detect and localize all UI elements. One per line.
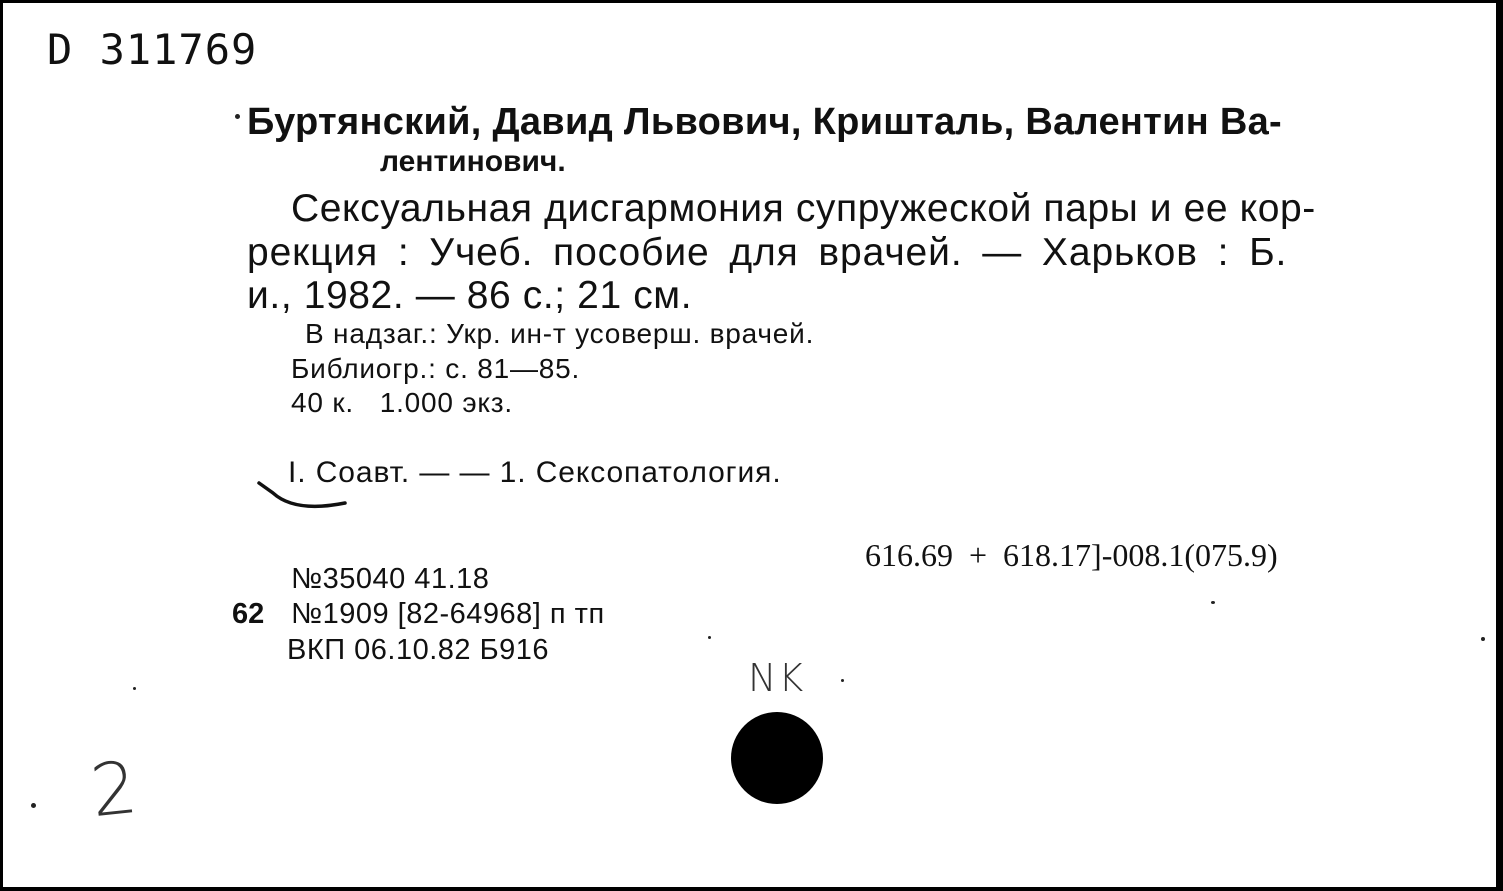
description-line-2: рекция : Учеб. пособие для врачей. — Харьков : Б. — [247, 231, 1288, 274]
handwritten-initials: NK — [748, 656, 806, 700]
speck — [133, 687, 136, 690]
speck — [708, 636, 711, 639]
description-line-1: Сексуальная дисгармония супружеской пары и ее кор- — [291, 187, 1316, 230]
registry-line-3: ВКП 06.10.82 Б916 — [287, 634, 549, 666]
note-title-source: В надзаг.: Укр. ин-т усоверш. врачей. — [305, 318, 815, 349]
black-dot-marker — [731, 712, 823, 804]
tracings: I. Соавт. — — 1. Сексопатология. — [288, 456, 782, 489]
speck — [1481, 637, 1485, 641]
call-number: D 311769 — [47, 25, 258, 74]
description-line-3: и., 1982. — 86 с.; 21 см. — [247, 274, 693, 317]
margin-dot — [235, 114, 240, 119]
udc-classification: 616.69 + 618.17]-008.1(075.9) — [865, 537, 1278, 573]
speck — [1211, 601, 1215, 604]
note-price-print-run: 40 к. 1.000 экз. — [291, 387, 514, 418]
check-mark-icon — [253, 479, 353, 519]
author-heading-line-2: лентинович. — [380, 145, 566, 178]
registry-line-1: №35040 41.18 — [291, 563, 490, 595]
speck — [841, 679, 844, 682]
registry-line-2: №1909 [82-64968] п тп — [291, 598, 605, 630]
registry-line-2-prefix: 62 — [232, 598, 265, 630]
speck — [31, 803, 36, 808]
author-heading-line-1: Буртянский, Давид Львович, Кришталь, Валентин Ва- — [247, 101, 1282, 143]
handwritten-number: 2 — [86, 744, 142, 834]
note-bibliography: Библиогр.: с. 81—85. — [291, 353, 581, 384]
